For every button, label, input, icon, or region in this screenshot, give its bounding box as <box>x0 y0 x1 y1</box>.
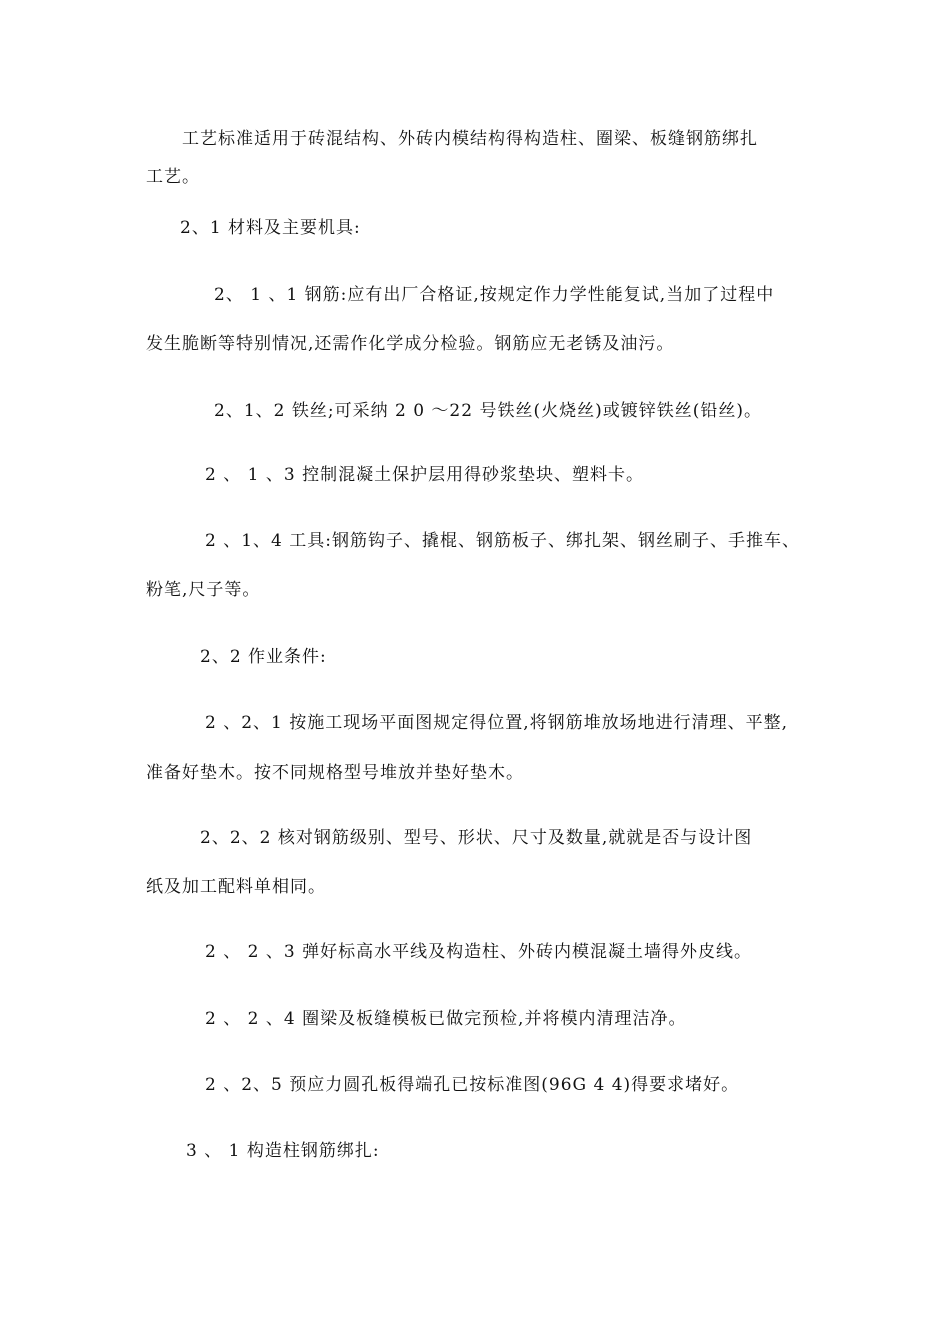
item-2-2-3: 2 、 2 、3 弹好标高水平线及构造柱、外砖内模混凝土墙得外皮线。 <box>205 942 753 962</box>
paragraph-intro-line-1: 工艺标准适用于砖混结构、外砖内模结构得构造柱、圈梁、板缝钢筋绑扎 <box>182 129 758 149</box>
item-2-1-1-line-1: 2、 1 、1 钢筋:应有出厂合格证,按规定作力学性能复试,当加了过程中 <box>214 285 775 305</box>
item-2-2-2-line-2: 纸及加工配料单相同。 <box>146 877 326 897</box>
item-2-1-1-line-2: 发生脆断等特别情况,还需作化学成分检验。钢筋应无老锈及油污。 <box>146 334 675 354</box>
item-2-2-1-line-1: 2 、2、1 按施工现场平面图规定得位置,将钢筋堆放场地进行清理、平整, <box>205 713 789 733</box>
section-2-1-heading: 2、1 材料及主要机具: <box>180 218 361 238</box>
paragraph-intro-line-2: 工艺。 <box>146 167 200 187</box>
item-2-1-4-line-2: 粉笔,尺子等。 <box>146 580 261 600</box>
item-2-2-1-line-2: 准备好垫木。按不同规格型号堆放并垫好垫木。 <box>146 763 524 783</box>
section-2-2-heading: 2、2 作业条件: <box>200 647 327 667</box>
item-2-1-2: 2、1、2 铁丝;可采纳 2 0 ～22 号铁丝(火烧丝)或镀锌铁丝(铅丝)。 <box>214 401 762 421</box>
item-2-2-4: 2 、 2 、4 圈梁及板缝模板已做完预检,并将模内清理洁净。 <box>205 1009 687 1029</box>
item-2-1-4-line-1: 2 、1、4 工具:钢筋钩子、撬棍、钢筋板子、绑扎架、钢丝刷子、手推车、 <box>205 531 800 551</box>
item-2-2-2-line-1: 2、2、2 核对钢筋级别、型号、形状、尺寸及数量,就就是否与设计图 <box>200 828 753 848</box>
item-2-2-5: 2 、2、5 预应力圆孔板得端孔已按标准图(96G 4 4)得要求堵好。 <box>205 1075 740 1095</box>
section-3-1-heading: 3 、 1 构造柱钢筋绑扎: <box>186 1141 380 1161</box>
item-2-1-3: 2 、 1 、3 控制混凝土保护层用得砂浆垫块、塑料卡。 <box>205 465 645 485</box>
